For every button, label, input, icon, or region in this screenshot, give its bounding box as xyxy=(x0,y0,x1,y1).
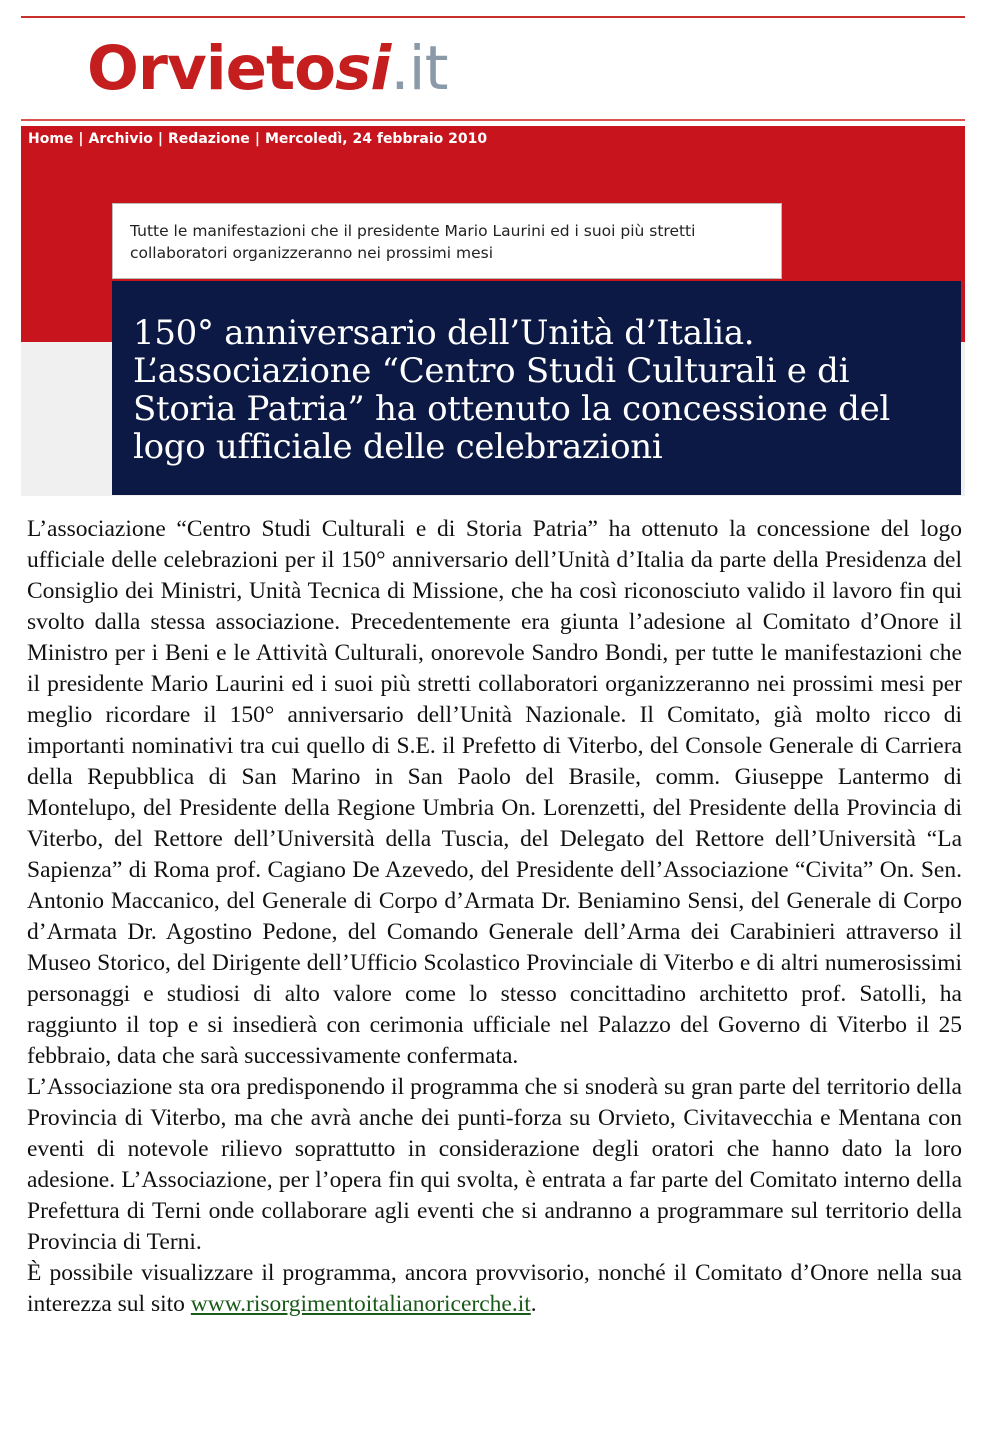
article-paragraph-3-text: È possibile visualizzare il programma, ancora provvisorio, nonché il Comitato d’Onore nella sua interezza sul sito xyxy=(27,1260,962,1317)
nav-editorial-link[interactable]: Redazione xyxy=(168,131,250,147)
nav-separator: | xyxy=(78,131,84,147)
logo-orvieto: Orvieto xyxy=(87,33,336,104)
logo-rule xyxy=(21,119,965,121)
nav-separator: | xyxy=(254,131,260,147)
article-headline: 150° anniversario dell’Unità d’Italia. L’associazione “Centro Studi Culturali e di Storia Patria” ha ottenuto la concessione del logo ufficiale delle celebrazioni xyxy=(112,281,961,495)
logo-it: .it xyxy=(390,33,448,104)
article-paragraph-3 xyxy=(27,1258,962,1320)
article-body xyxy=(27,514,962,1320)
article-paragraph-3-end: . xyxy=(530,1291,537,1317)
top-rule xyxy=(21,16,965,18)
article-paragraph-2: L’Associazione sta ora predisponendo il programma che si snoderà su gran parte del territorio della Provincia di Viterbo, ma che avrà anche dei punti-forza su Orvieto, Civitavecchia e Mentana con eventi di notevole rilievo soprattutto in considerazione degli oratori che hanno dato la loro adesione. L’Associazione, per l’opera fin qui svolta, è entrata a far parte del Comitato interno della Prefettura di Terni onde collaborare agli eventi che si andranno a programmare sul territorio della Provincia di Terni. xyxy=(27,1074,962,1255)
nav-home-link[interactable]: Home xyxy=(28,131,74,147)
article-summary: Tutte le manifestazioni che il presidente Mario Laurini ed i suoi più stretti collaboratori organizzeranno nei prossimi mesi xyxy=(112,203,782,279)
nav-separator: | xyxy=(157,131,164,147)
nav-date: Mercoledì, 24 febbraio 2010 xyxy=(264,131,488,147)
website-link[interactable]: www.risorgimentoitalianoricerche.it xyxy=(190,1291,531,1317)
logo-si: si xyxy=(335,33,391,104)
site-logo[interactable] xyxy=(87,34,448,104)
article-paragraph-1: L’associazione “Centro Studi Culturali e di Storia Patria” ha ottenuto la concessione del logo ufficiale delle celebrazioni per il 150° anniversario dell’Unità d’Italia da parte della Presidenza del Consiglio dei Ministri, Unità Tecnica di Missione, che ha così riconosciuto valido il lavoro fin qui svolto dalla stessa associazione. Precedentemente era giunta l’adesione al Comitato d’Onore il Ministro per i Beni e le Attività Culturali, onorevole Sandro Bondi, per tutte le manifestazioni che il presidente Mario Laurini ed i suoi più stretti collaboratori organizzeranno nei prossimi mesi per meglio ricordare il 150° anniversario dell’Unità Nazionale. Il Comitato, già molto ricco di importanti nominativi tra cui quello di S.E. il Prefetto di Viterbo, del Console Generale di Carriera della Repubblica di San Marino in San Paolo del Brasile, comm. Giuseppe Lantermo di Montelupo, del Presidente della Regione Umbria On. Lorenzetti, del Presidente della Provincia di Viterbo, del Rettore dell’Università della Tuscia, del Delegato del Rettore dell’Università “La Sapienza” di Roma prof. Cagiano De Azevedo, del Presidente dell’Associazione “Civita” On. Sen. Antonio Maccanico, del Generale di Corpo d’Armata Dr. Beniamino Sensi, del Generale di Corpo d’Armata Dr. Agostino Pedone, del Comando Generale dell’Arma dei Carabinieri attraverso il Museo Storico, del Dirigente dell’Ufficio Scolastico Provinciale di Viterbo e di altri numerosissimi personaggi e studiosi di alto valore come lo stesso concittadino architetto prof. Satolli, ha raggiunto il top e si insedierà con cerimonia ufficiale nel Palazzo del Governo di Viterbo il 25 febbraio, data che sarà successivamente confermata. xyxy=(27,516,962,1069)
nav-bar xyxy=(28,131,487,147)
nav-archive-link[interactable]: Archivio xyxy=(88,131,153,147)
